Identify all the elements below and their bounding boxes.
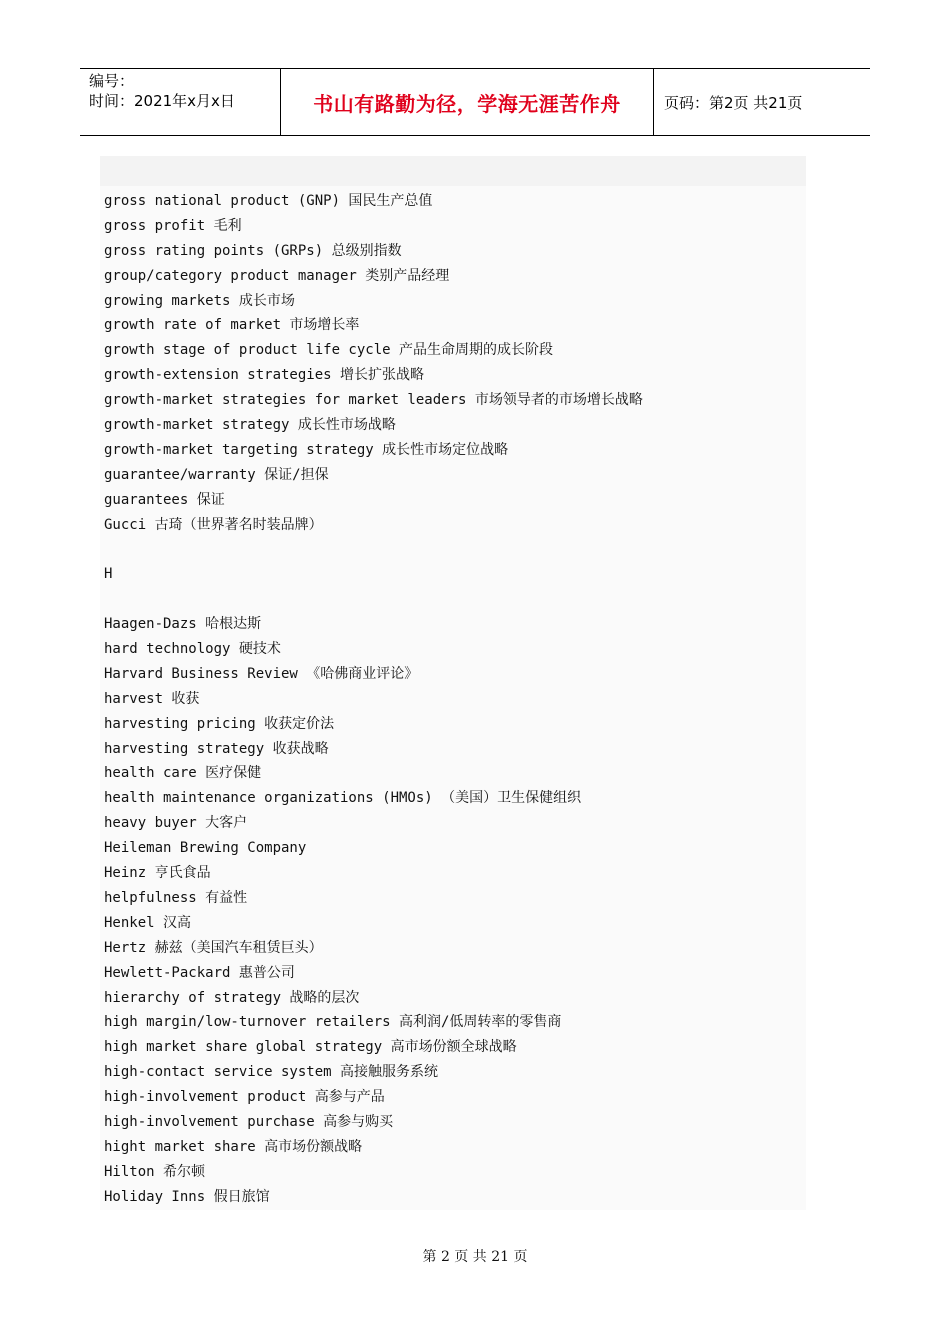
glossary-entry: harvesting strategy 收获战略 [104, 740, 329, 757]
glossary-entry: gross profit 毛利 [104, 217, 242, 234]
glossary-entry: helpfulness 有益性 [104, 889, 248, 906]
glossary-entry: guarantees 保证 [104, 491, 225, 508]
glossary-entry: growth-market strategies for market leaders 市场领导者的市场增长战略 [104, 392, 643, 409]
section-letter: H [104, 566, 113, 583]
glossary-entry: harvesting pricing 收获定价法 [104, 715, 335, 732]
glossary-list [104, 189, 643, 1210]
glossary-entry: Haagen-Dazs 哈根达斯 [104, 616, 262, 633]
glossary-entry: gross rating points (GRPs) 总级别指数 [104, 242, 402, 259]
glossary-entry: Heileman Brewing Company [104, 840, 307, 857]
page-footer: 第 2 页 共 21 页 [422, 1249, 528, 1265]
glossary-entry: growth-market targeting strategy 成长性市场定位战略 [104, 441, 509, 458]
glossary-entry: growth stage of product life cycle 产品生命周期的成长阶段 [104, 342, 554, 359]
content-top-band [100, 156, 806, 186]
glossary-entry: high-involvement product 高参与产品 [104, 1089, 385, 1106]
glossary-entry: high-contact service system 高接触服务系统 [104, 1064, 439, 1081]
glossary-content [100, 156, 806, 1210]
glossary-entry [104, 537, 643, 562]
glossary-entry: guarantee/warranty 保证/担保 [104, 466, 329, 483]
number-label: 编号： [89, 72, 135, 90]
glossary-entry: gross national product (GNP) 国民生产总值 [104, 193, 433, 209]
glossary-entry: Harvard Business Review 《哈佛商业评论》 [104, 665, 419, 682]
time-label: 时间：2021年x月x日 [89, 92, 235, 110]
glossary-entry: growth-market strategy 成长性市场战略 [104, 417, 396, 434]
header-motto: 书山有路勤为径，学海无涯苦作舟 [281, 69, 654, 135]
glossary-entry: high margin/low-turnover retailers 高利润/低周转率的零售商 [104, 1014, 562, 1031]
glossary-entry: Hewlett-Packard 惠普公司 [104, 964, 295, 981]
glossary-entry: hierarchy of strategy 战略的层次 [104, 989, 360, 1006]
glossary-entry: group/category product manager 类别产品经理 [104, 267, 450, 284]
glossary-entry: Henkel 汉高 [104, 914, 192, 931]
glossary-entry: growing markets 成长市场 [104, 292, 295, 309]
glossary-entry: Gucci 古琦（世界著名时装品牌） [104, 516, 323, 533]
glossary-entry: Holiday Inns 假日旅馆 [104, 1188, 270, 1205]
glossary-entry: heavy buyer 大客户 [104, 815, 248, 832]
glossary-entry: high market share global strategy 高市场份额全球战略 [104, 1039, 517, 1056]
glossary-entry: health care 医疗保健 [104, 765, 262, 782]
document-header [80, 68, 870, 136]
glossary-entry [104, 587, 643, 612]
glossary-entry: hight market share 高市场份额战略 [104, 1138, 363, 1155]
glossary-entry: Hilton 希尔顿 [104, 1163, 206, 1180]
glossary-entry: hard technology 硬技术 [104, 641, 281, 658]
glossary-entry: Hertz 赫兹（美国汽车租赁巨头） [104, 939, 323, 956]
glossary-entry: growth rate of market 市场增长率 [104, 317, 360, 334]
glossary-entry: high-involvement purchase 高参与购买 [104, 1113, 394, 1130]
glossary-entry: health maintenance organizations (HMOs) （美国）卫生保健组织 [104, 790, 582, 807]
glossary-entry: growth-extension strategies 增长扩张战略 [104, 367, 425, 384]
glossary-entry: harvest 收获 [104, 690, 200, 707]
header-left-cell [80, 69, 281, 135]
glossary-entry: Heinz 亨氏食品 [104, 865, 211, 882]
header-page-code: 页码：第2页 共21页 [664, 93, 803, 112]
